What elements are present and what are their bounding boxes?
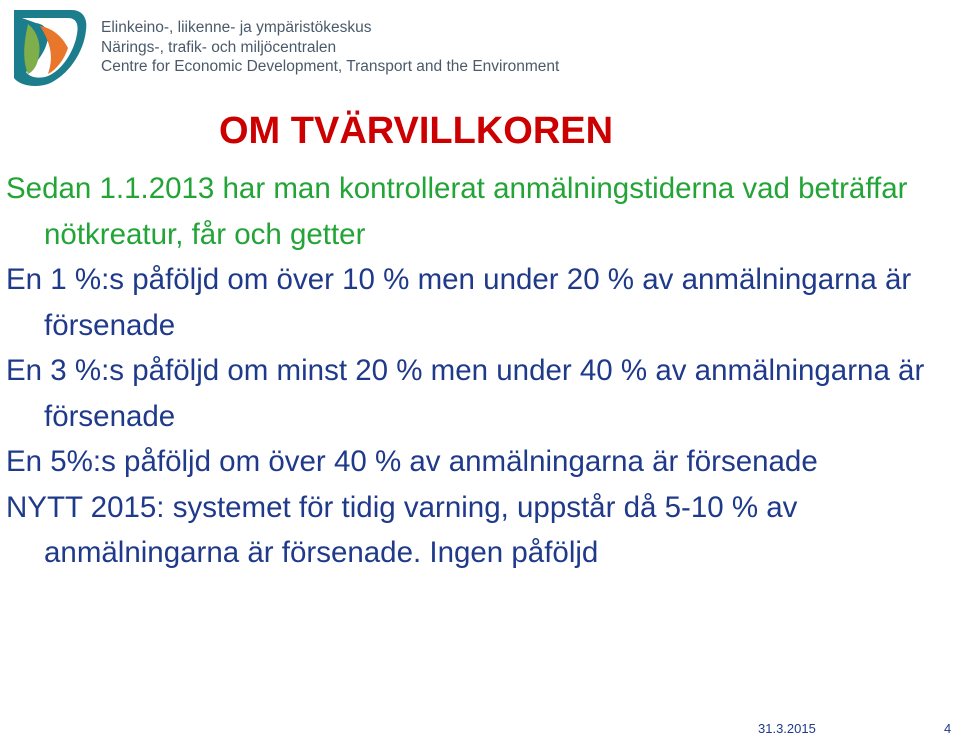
- new-2015-paragraph: NYTT 2015: systemet för tidig varning, uppstår då 5-10 % av anmälningarna är försenade. Ingen påföljd: [6, 490, 798, 569]
- organization-names: [101, 18, 559, 77]
- org-name-finnish: Elinkeino-, liikenne- ja ympäristökeskus: [101, 19, 372, 36]
- org-name-swedish: Närings-, trafik- och miljöcentralen: [101, 38, 337, 56]
- footer-date: 31.3.2015: [758, 721, 816, 736]
- slide-number: 4: [944, 721, 952, 736]
- ely-centre-logo-icon: [8, 4, 92, 88]
- penalty-3-percent-paragraph: En 3 %:s påföljd om minst 20 % men under 40 % av anmälningarna är försenade: [6, 354, 925, 433]
- slide-title: OM TVÄRVILLKOREN: [219, 110, 614, 152]
- org-name-english: Centre for Economic Development, Transport and the Environment: [101, 58, 560, 75]
- penalty-1-percent-paragraph: En 1 %:s påföljd om över 10 % men under 20 % av anmälningarna är försenade: [6, 263, 912, 342]
- intro-paragraph: Sedan 1.1.2013 har man kontrollerat anmälningstiderna vad beträffar nötkreatur, får och getter: [6, 172, 908, 251]
- ely-logo: [8, 4, 92, 88]
- penalty-5-percent-paragraph: En 5%:s påföljd om över 40 % av anmälningarna är försenade: [6, 445, 818, 478]
- slide-body: [6, 166, 956, 576]
